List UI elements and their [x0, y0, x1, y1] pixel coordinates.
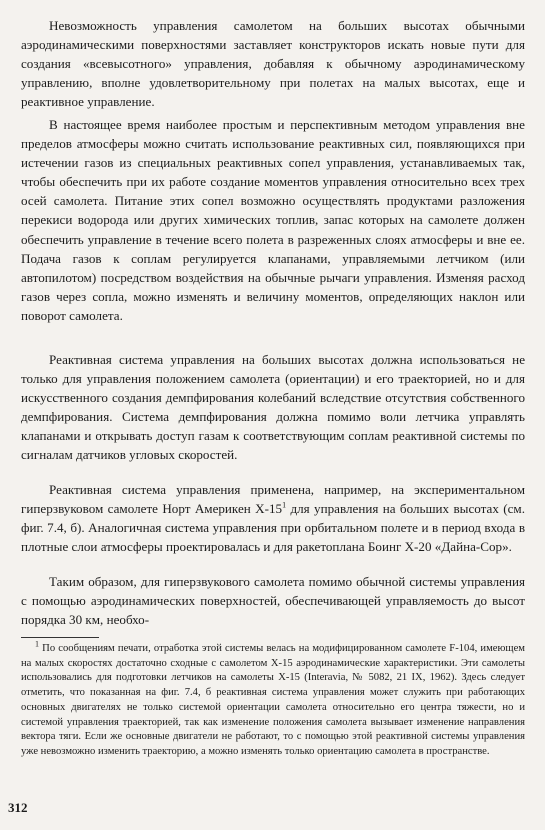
paragraph-2: В настоящее время наиболее простым и перспективным методом управления вне пределов атмосферы можно считать использование реактивных сил, появляющихся при истечении газов из специальных реактивных сопел управления, устанавливаемых так, чтобы обеспечить при их работе создание моментов управления относительно всех трех осей самолета. Питание этих сопел возможно осуществлять продуктами разложения перекиси водорода или других химических топлив, запас которых на самолете должен обеспечить управление в течение всего полета в разреженных слоях атмосферы и вне ее. Подача газов к соплам регулируется клапанами, управляемыми летчиком (или автопилотом) посредством воздействия на обычные рычаги управления. Изменяя расход газов через сопла, можно изменять и величину моментов, определяющих наклон или поворот самолета.: [21, 117, 525, 323]
page-number: 312: [8, 800, 28, 815]
paragraph-4-text-start: Реактивная система управления применена, например, на экспериментальном гиперзвуковом самолете Норт Америкен Х-15: [21, 482, 525, 517]
footnote-divider: [21, 637, 99, 638]
paragraph-1: Невозможность управления самолетом на больших высотах обычными аэродинамическими поверхностями заставляет конструкторов искать новые пути для создания «всевысотного» управления, добавляя к обычному аэродинамическому управлению, вполне удовлетворительному при полетах на малых высотах, еще и реактивное управление.: [21, 18, 525, 110]
footnote-marker: 1: [35, 639, 39, 649]
paragraph-3: Реактивная система управления на больших высотах должна использоваться не только для управления положением самолета (ориентации) и его траекторией, но и для искусственного создания демпфирования колебаний вследствие отсутствия собственного демпфирования. Система демпфирования должна помимо воли летчика управлять клапанами и открывать доступ газам к соответствующим соплам реактивной системы по сигналам датчиков угловых скоростей.: [21, 352, 525, 463]
paragraph-4: [21, 480, 525, 556]
paragraph-4-text-end: для управления на больших высотах (см. фиг. 7.4, б). Аналогичная система управления при орбитальном полете и в период входа в плотные слои атмосферы проектировалась и для ракетоплана Боинг Х-20 «Дайна-Сор».: [21, 501, 525, 555]
footnote-reference: 1: [282, 500, 287, 510]
footnote: [21, 639, 525, 760]
paragraph-5: Таким образом, для гиперзвукового самолета помимо обычной системы управления с помощью аэродинамических поверхностей, обеспечивающей управляемость до высот порядка 30 км, необхо-: [21, 574, 525, 628]
footnote-text: По сообщениям печати, отработка этой системы велась на модифицированном самолете F-104, имеющем на малых скоростях достаточно сходные с самолетом Х-15 аэродинамические характеристики. Эти самолеты использовались для подготовки летчиков на самолеты Х-15 (Interavia, № 5082, 21 IX, 1962). Здесь следует отметить, что показанная на фиг. 7.4, б реактивная система управления может служить при работающих основных двигателях не только системой ориентации самолета относительно его центра тяжести, но и системой управления траекторией, так как изменение положения самолета вызывает изменение направления вектора тяги. Если же основные двигатели не работают, то с помощью этой реактивной системы управления уже невозможно изменить траекторию, а можно изменять только ориентацию самолета в пространстве.: [21, 643, 525, 757]
